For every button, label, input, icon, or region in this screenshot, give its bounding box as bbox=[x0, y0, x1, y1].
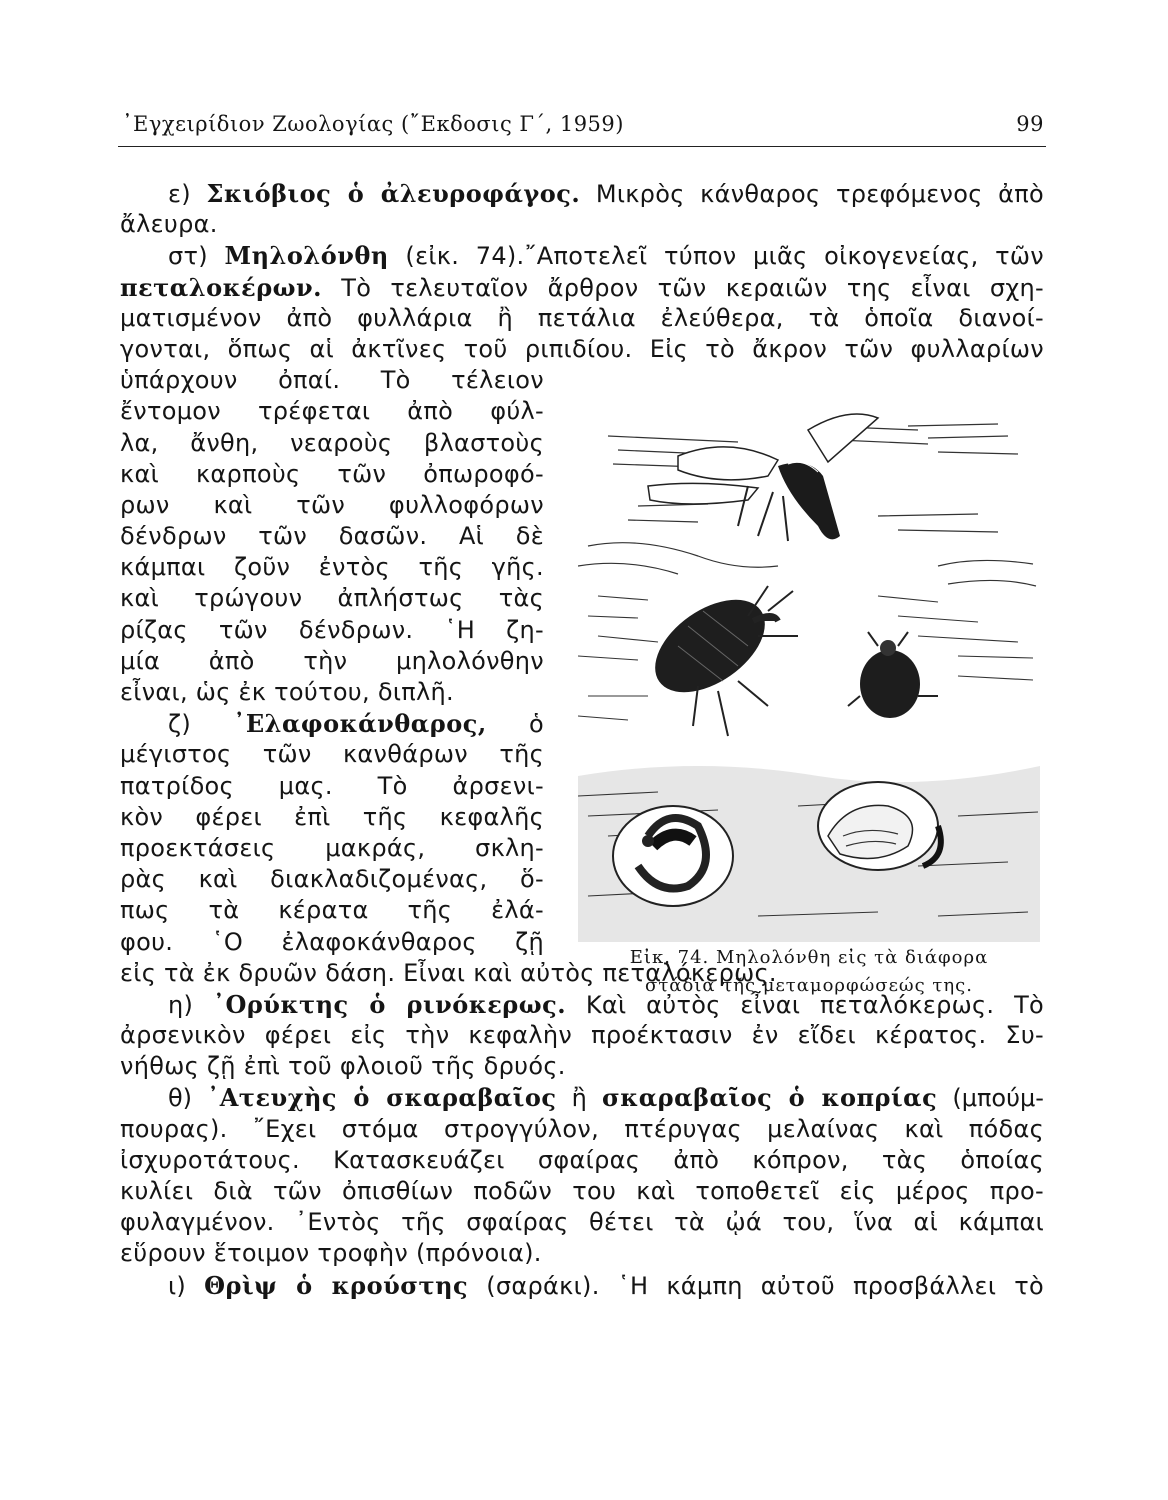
text-fragment: ὁ bbox=[529, 710, 544, 739]
text-fragment: Καὶ αὐτὸς εἶναι πεταλόκερως. Τὸ bbox=[585, 990, 1044, 1019]
item-marker: ζ) bbox=[168, 710, 192, 739]
paragraph-z-line: πατρίδος μας. Τὸ ἀρσενι- bbox=[120, 771, 544, 800]
text-fragment: Τὸ τελευταῖον ἄρθρον τῶν κεραιῶν της εἶναι σχη- bbox=[341, 273, 1044, 302]
paragraph-z-line: πως τὰ κέρατα τῆς ἐλά- bbox=[120, 896, 544, 925]
term-ateuches: ᾿Ατευχὴς ὁ σκαραβαῖος bbox=[207, 1083, 557, 1113]
paragraph-z-line: κὸν φέρει ἐπὶ τῆς κεφαλῆς bbox=[120, 802, 544, 831]
pupa-burrow bbox=[818, 782, 941, 870]
paragraph-st-line: ἔντομον τρέφεται ἀπὸ φύλ- bbox=[120, 397, 544, 426]
page-number: 99 bbox=[1016, 112, 1044, 136]
paragraph-st-line: ματισμένον ἀπὸ φυλλάρια ἢ πετάλια ἐλεύθερα, τὰ ὁποῖα διανοί- bbox=[120, 303, 1044, 332]
paragraph-i-line: νήθως ζῇ ἐπὶ τοῦ φλοιοῦ τῆς δρυός. bbox=[120, 1052, 566, 1081]
paragraph-st-line: ὑπάρχουν ὀπαί. Τὸ τέλειον bbox=[120, 366, 544, 395]
term-skiovios: Σκιόβιος ὁ ἀλευροφάγος. bbox=[206, 179, 581, 208]
paragraph-z-line: προεκτάσεις μακράς, σκλη- bbox=[120, 833, 544, 862]
paragraph-st-line: γονται, ὅπως αἱ ἀκτῖνες τοῦ ριπιδίου. Εἰς τὸ ἄκρον τῶν φυλλαρίων bbox=[120, 334, 1044, 363]
caption-line: στάδια τῆς μεταμορφώσεώς της. bbox=[645, 975, 973, 996]
paragraph-st-line bbox=[120, 240, 1044, 271]
item-marker: στ) bbox=[168, 242, 208, 271]
term-elafokantharos: ᾿Ελαφοκάνθαρος, bbox=[233, 709, 487, 739]
text-fragment: (εἰκ. 74).῎Αποτελεῖ τύπον μιᾶς οἰκογενείας, τῶν bbox=[405, 242, 1044, 271]
paragraph-st-line: μία ἀπὸ τὴν μηλολόνθην bbox=[120, 646, 544, 675]
paragraph-th-line bbox=[120, 1082, 1044, 1113]
figure-caption bbox=[570, 944, 1048, 1000]
paragraph-st-line bbox=[120, 272, 1044, 303]
item-marker: θ) bbox=[168, 1084, 193, 1113]
term-thrips: Θρὶψ ὁ κρούστης bbox=[204, 1270, 469, 1300]
header-title: ᾿Εγχειρίδιον Ζωολογίας (῎Εκδοσις Γ΄, 1959) bbox=[122, 112, 624, 136]
header-rule bbox=[118, 146, 1046, 147]
text-fragment: Μικρὸς κάνθαρος τρεφόμενος ἀπὸ bbox=[595, 180, 1044, 208]
paragraph-e-line: ἄλευρα. bbox=[120, 210, 218, 239]
paragraph-th-line: εὕρουν ἕτοιμον τροφὴν (πρόνοια). bbox=[120, 1239, 542, 1268]
term-kopros: σκαραβαῖος ὁ κοπρίας bbox=[602, 1083, 938, 1113]
paragraph-z-line bbox=[120, 708, 544, 739]
paragraph-i-line: ἀρσενικὸν φέρει εἰς τὴν κεφαλὴν προέκτασιν ἐν εἴδει κέρατος. Συ- bbox=[120, 1021, 1044, 1050]
text-fragment: (μπούμ- bbox=[952, 1084, 1044, 1113]
caption-line: Εἰκ. 74. Μηλολόνθη εἰς τὰ διάφορα bbox=[629, 947, 989, 968]
paragraph-iota-line bbox=[120, 1270, 1044, 1301]
figure-74-illustration bbox=[578, 396, 1040, 942]
term-petalokeron: πεταλοκέρων. bbox=[120, 272, 323, 302]
paragraph-st-line: ρίζας τῶν δένδρων. ῾Η ζη- bbox=[120, 615, 544, 644]
paragraph-st-line: λα, ἄνθη, νεαροὺς βλαστοὺς bbox=[120, 428, 544, 457]
paragraph-th-line: φυλαγμένον. ᾿Εντὸς τῆς σφαίρας θέτει τὰ ᾠά του, ἵνα αἱ κάμπαι bbox=[120, 1208, 1044, 1237]
paragraph-z-line: ρὰς καὶ διακλαδιζομένας, ὅ- bbox=[120, 865, 544, 894]
item-marker: ι) bbox=[168, 1271, 187, 1300]
emerging-beetle bbox=[848, 632, 938, 718]
paragraph-st-line: δένδρων τῶν δασῶν. Αἱ δὲ bbox=[120, 522, 544, 551]
item-marker: ε) bbox=[168, 180, 191, 208]
paragraph-st-line: εἶναι, ὡς ἐκ τούτου, διπλῆ. bbox=[120, 678, 454, 706]
item-marker: η) bbox=[168, 990, 194, 1019]
crawling-beetle bbox=[639, 581, 798, 736]
paragraph-e-line bbox=[120, 178, 1044, 209]
paragraph-th-line: πουρας). ῎Εχει στόμα στρογγύλον, πτέρυγας μελαίνας καὶ πόδας bbox=[120, 1114, 1044, 1143]
term-melolonthe: Μηλολόνθη bbox=[224, 241, 389, 271]
paragraph-st-line: καὶ καρποὺς τῶν ὀπωροφό- bbox=[120, 459, 544, 488]
text-fragment: ἢ bbox=[571, 1084, 587, 1113]
paragraph-th-line: ἰσχυροτάτους. Κατασκευάζει σφαίρας ἀπὸ κόπρον, τὰς ὁποίας bbox=[120, 1145, 1044, 1174]
paragraph-z-line: εἰς τὰ ἐκ δρυῶν δάση. Εἶναι καὶ αὐτὸς πεταλόκερως. bbox=[120, 958, 777, 987]
paragraph-st-line: ρων καὶ τῶν φυλλοφόρων bbox=[120, 490, 544, 519]
text-fragment: (σαράκι). ῾Η κάμπη αὐτοῦ προσβάλλει τὸ bbox=[486, 1271, 1044, 1300]
paragraph-z-line: μέγιστος τῶν κανθάρων τῆς bbox=[120, 740, 544, 769]
term-oryktes: ᾿Ορύκτης ὁ ρινόκερως. bbox=[212, 989, 567, 1019]
paragraph-z-line: φου. ῾Ο ἐλαφοκάνθαρος ζῇ bbox=[120, 927, 544, 956]
paragraph-th-line: κυλίει διὰ τῶν ὀπισθίων ποδῶν του καὶ τοποθετεῖ εἰς μέρος προ- bbox=[120, 1177, 1044, 1205]
larva-burrow bbox=[613, 806, 733, 906]
paragraph-st-line: κάμπαι ζοῦν ἐντὸς τῆς γῆς. bbox=[120, 553, 544, 582]
paragraph-st-line: καὶ τρώγουν ἀπλήστως τὰς bbox=[120, 584, 544, 613]
running-header bbox=[122, 112, 1044, 146]
